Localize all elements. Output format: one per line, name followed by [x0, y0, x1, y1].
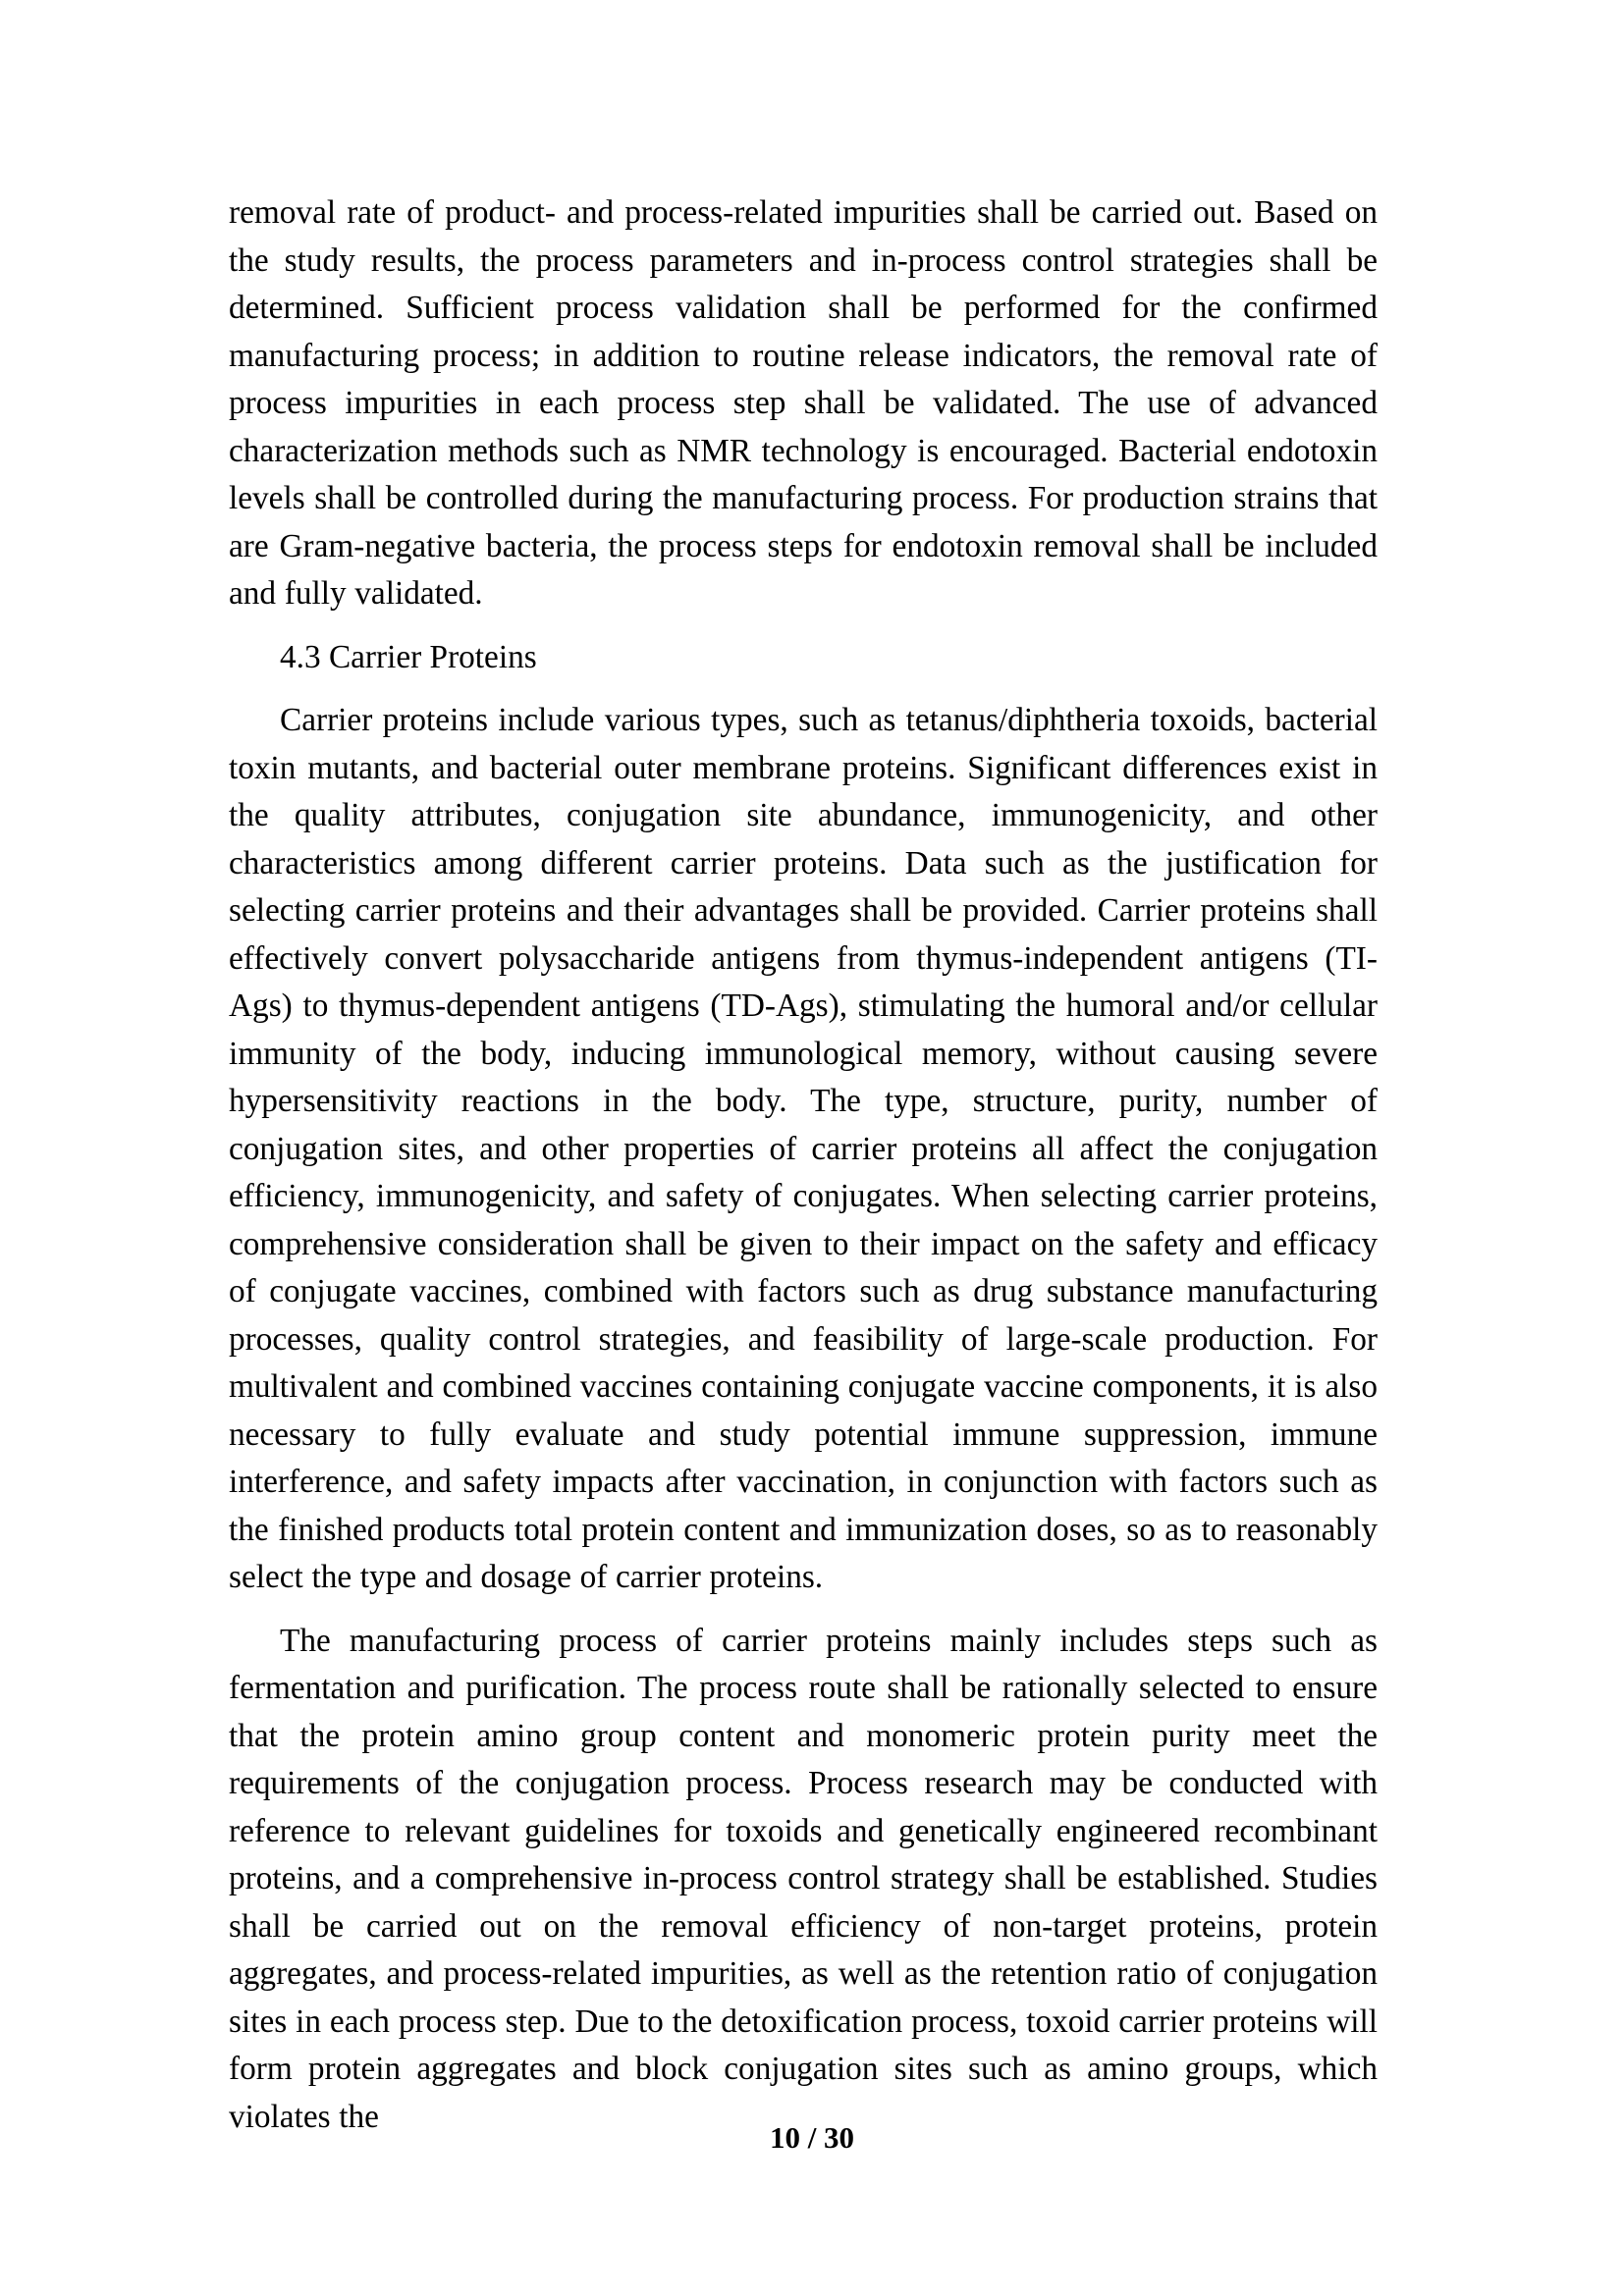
page-number: 10 / 30: [769, 2120, 855, 2155]
paragraph-manufacturing-process: The manufacturing process of carrier proteins mainly includes steps such as fermentation and purification. The process route shall be rationally selected to ensure that the protein amino group content and monomeric protein purity meet the requirements of the conjugation process. Process research may be conducted with reference to relevant guidelines for toxoids and genetically engineered recombinant proteins, and a comprehensive in-process control strategy shall be established. Studies shall be carried out on the removal efficiency of non-target proteins, protein aggregates, and process-related impurities, as well as the retention ratio of conjugation sites in each process step. Due to the detoxification process, toxoid carrier proteins will form protein aggregates and block conjugation sites such as amino groups, which violates the: [229, 1622, 1378, 2135]
page-content: [229, 189, 1378, 2157]
paragraph-carrier-proteins-overview: Carrier proteins include various types, such as tetanus/diphtheria toxoids, bacterial toxin mutants, and bacterial outer membrane proteins. Significant differences exist in the quality attributes, conjugation site abundance, immunogenicity, and other characteristics among different carrier proteins. Data such as the justification for selecting carrier proteins and their advantages shall be provided. Carrier proteins shall effectively convert polysaccharide antigens from thymus-independent antigens (TI-Ags) to thymus-dependent antigens (TD-Ags), stimulating the humoral and/or cellular immunity of the body, inducing immunological memory, without causing severe hypersensitivity reactions in the body. The type, structure, purity, number of conjugation sites, and other properties of carrier proteins all affect the conjugation efficiency, immunogenicity, and safety of conjugates. When selecting carrier proteins, comprehensive consideration shall be given to their impact on the safety and efficacy of conjugate vaccines, combined with factors such as drug substance manufacturing processes, quality control strategies, and feasibility of large-scale production. For multivalent and combined vaccines containing conjugate vaccine components, it is also necessary to fully evaluate and study potential immune suppression, immune interference, and safety impacts after vaccination, in conjunction with factors such as the finished products total protein content and immunization doses, so as to reasonably select the type and dosage of carrier proteins.: [229, 702, 1378, 1595]
section-heading-carrier-proteins: 4.3 Carrier Proteins: [280, 638, 537, 675]
paragraph-process-validation: removal rate of product- and process-related impurities shall be carried out. Based on the study results, the process parameters and in-process control strategies shall be determined. Sufficient process validation shall be performed for the confirmed manufacturing process; in addition to routine release indicators, the removal rate of process impurities in each process step shall be validated. The use of advanced characterization methods such as NMR technology is encouraged. Bacterial endotoxin levels shall be controlled during the manufacturing process. For production strains that are Gram-negative bacteria, the process steps for endotoxin removal shall be included and fully validated.: [229, 194, 1378, 612]
